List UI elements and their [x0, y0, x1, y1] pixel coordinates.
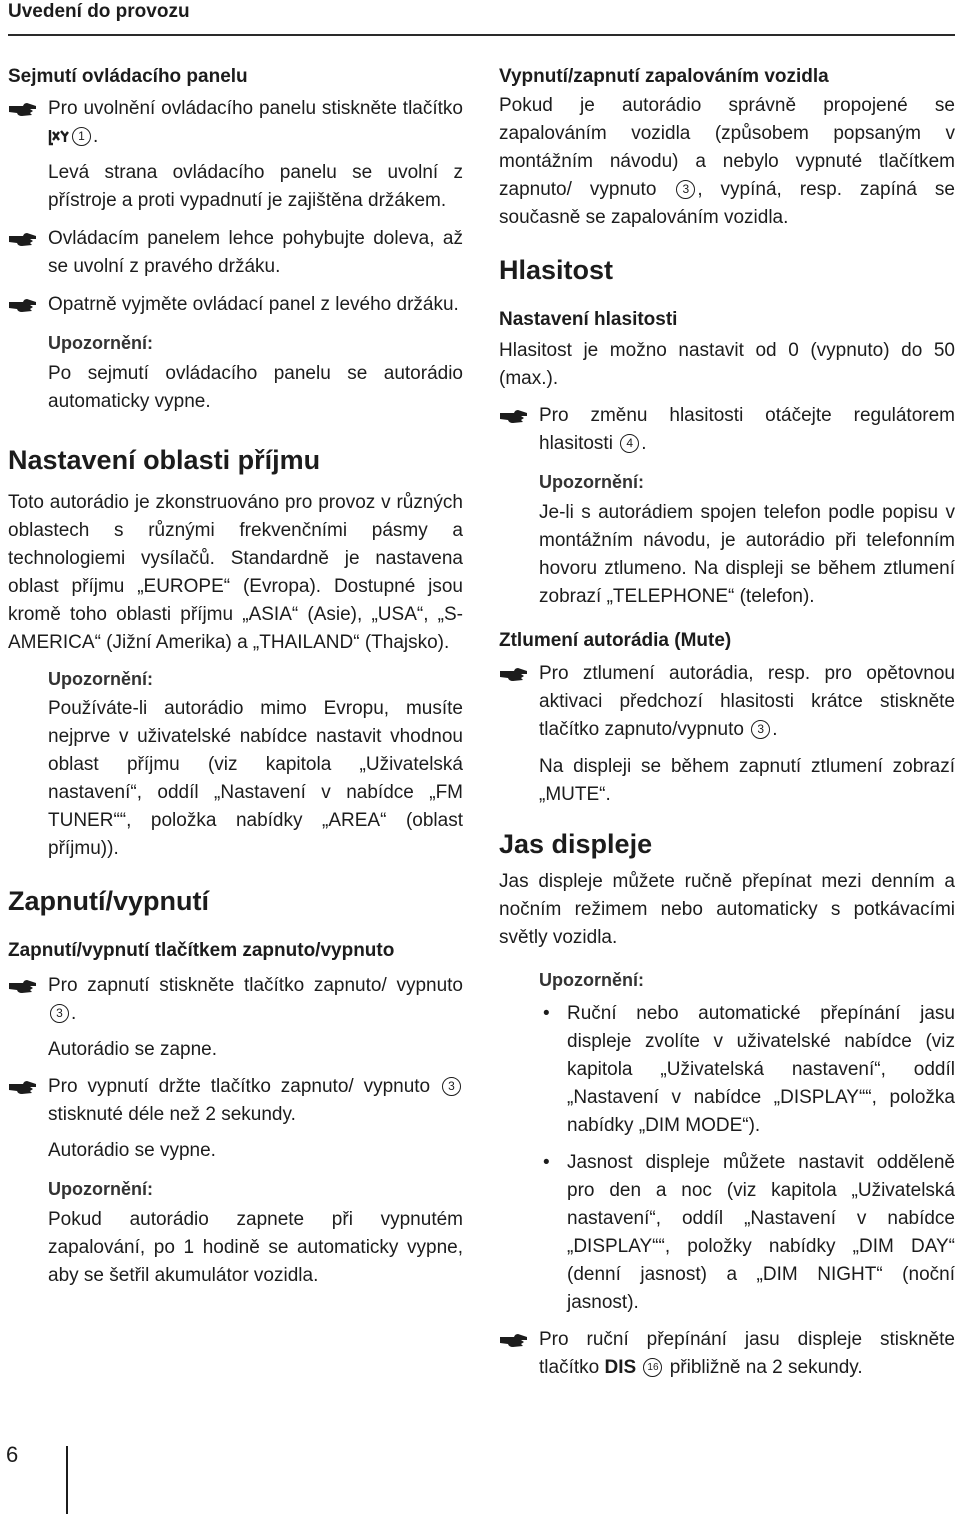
- pointing-hand-icon: [8, 1075, 38, 1097]
- pointing-hand-icon: [499, 662, 529, 684]
- right-column: [499, 63, 955, 1382]
- paragraph-volume: Hlasitost je možno nastavit od 0 (vypnuto) do 50 (max.).: [499, 340, 955, 389]
- button-number-16: 16: [643, 1358, 662, 1377]
- note-text: Po sejmutí ovládacího panelu se autorádio automaticky vypne.: [48, 363, 463, 412]
- button-number-1: 1: [72, 127, 91, 146]
- page-number-rule: [66, 1446, 68, 1514]
- page-number: 6: [6, 1442, 19, 1467]
- result-panel-released: Levá strana ovládacího panelu se uvolní z přístroje a proti vypadnutí je zajištěna držákem.: [48, 162, 463, 211]
- result-mute: Na displeji se během zapnutí ztlumení zobrazí „MUTE“.: [539, 756, 955, 805]
- button-number-3: 3: [442, 1077, 461, 1096]
- section-title-volume: Hlasitost: [499, 255, 614, 285]
- step-remove-panel: [8, 291, 463, 319]
- step-text: Opatrně vyjměte ovládací panel z levého držáku.: [48, 294, 459, 315]
- note-bullet: [499, 1000, 955, 1140]
- bullet-dot: •: [543, 1152, 550, 1173]
- release-button-icon: [48, 128, 70, 146]
- note-title: Upozornění:: [539, 970, 644, 990]
- subsection-title-volume-setting: Nastavení hlasitosti: [499, 309, 678, 330]
- paragraph-display-brightness: Jas displeje můžete ručně přepínat mezi denním a nočním režimem nebo automaticky s potkávacími světly vozidla.: [499, 871, 955, 948]
- note-text: Je-li s autorádiem spojen telefon podle popisu v montážním návodu, je autorádio při telefonním hovoru ztlumeno. Na displeji se během ztlumení zobrazí „TELEPHONE“ (telefon).: [539, 502, 955, 607]
- step-text: Pro změnu hlasitosti otáčejte regulátorem hlasitosti: [539, 405, 955, 454]
- button-number-3: 3: [50, 1004, 69, 1023]
- pointing-hand-icon: [8, 293, 38, 315]
- bullet-text: Ruční nebo automatické přepínání jasu displeje zvolíte v uživatelské nabídce (viz kapitola „Uživatelská nastavení“, oddíl „Nastavení v nabídce „DISPLAY““, položka nabídky „DIM MODE“).: [567, 1003, 955, 1136]
- section-title-ignition: Vypnutí/zapnutí zapalováním vozidla: [499, 66, 829, 87]
- bullet-text: Jasnost displeje můžete nastavit odděleně pro den a noc (viz kapitola „Uživatelská nastavení“, oddíl „Nastavení v nabídce „DISPLAY““, položky nabídky „DIM DAY“ (denní jasnost) a „DIM NIGHT“ (noční jasnost).: [567, 1152, 955, 1313]
- paragraph-text: Pokud je autorádio správně propojené se zapalováním vozidla (způsobem popsaným v montážním návodu) a nebylo vypnuté tlačítkem zapnuto/ vypnuto: [499, 95, 955, 200]
- result-power-on: Autorádio se zapne.: [48, 1039, 218, 1060]
- pointing-hand-icon: [499, 404, 529, 426]
- step-change-volume: [499, 402, 955, 458]
- page-header-title: Uvedení do provozu: [8, 1, 190, 22]
- step-power-on: [8, 972, 463, 1028]
- step-power-off: [8, 1073, 463, 1129]
- pointing-hand-icon: [8, 974, 38, 996]
- step-text-end: .: [641, 433, 647, 454]
- note-bullet: [499, 1149, 955, 1317]
- step-text-end: .: [93, 126, 99, 147]
- pointing-hand-icon: [8, 227, 38, 249]
- header-rule: [8, 34, 955, 36]
- step-text-end: .: [71, 1003, 77, 1024]
- note-title: Upozornění:: [539, 472, 644, 492]
- step-text: Pro zapnutí stiskněte tlačítko zapnuto/ vypnuto: [48, 975, 463, 996]
- step-text-end: přibližně na 2 sekundy.: [664, 1357, 863, 1378]
- step-mute: [499, 660, 955, 744]
- step-release-panel: [8, 95, 463, 151]
- step-text: Pro vypnutí držte tlačítko zapnuto/ vypnuto: [48, 1076, 440, 1097]
- result-power-off: Autorádio se vypne.: [48, 1140, 216, 1161]
- step-text-end: stisknuté déle než 2 sekundy.: [48, 1104, 296, 1125]
- paragraph-ignition: [499, 92, 955, 232]
- pointing-hand-icon: [499, 1328, 529, 1350]
- note-text: Používáte-li autorádio mimo Evropu, musíte nejprve v uživatelské nabídce nastavit vhodnou oblast příjmu (viz kapitola „Uživatelská nastavení“, oddíl „Nastavení v nabídce „FM TUNER““, položka nabídky „AREA“ (oblast příjmu)).: [48, 698, 463, 859]
- note-text: Pokud autorádio zapnete při vypnutém zapalování, po 1 hodině se automaticky vypne, aby se šetřil akumulátor vozidla.: [48, 1209, 463, 1286]
- note-title: Upozornění:: [48, 669, 153, 689]
- dis-button-label: DIS: [604, 1357, 637, 1378]
- step-text: Pro uvolnění ovládacího panelu stiskněte tlačítko: [48, 98, 463, 119]
- paragraph-reception-area: Toto autorádio je zkonstruováno pro provoz v různých oblastech s různými frekvenčními pásmy a technologiemi vysílačů. Standardně je nastavena oblast příjmu „EUROPE“ (Evropa). Dostupné jsou kromě toho oblasti příjmu „ASIA“ (Asie), „USA“, „S-AMERICA“ (Jižní Amerika) a „THAILAND“ (Thajsko).: [8, 492, 463, 653]
- left-column: [8, 63, 463, 1290]
- button-number-3: 3: [751, 720, 770, 739]
- section-title-power: Zapnutí/vypnutí: [8, 886, 209, 916]
- step-text-end: .: [772, 719, 778, 740]
- note-title: Upozornění:: [48, 333, 153, 353]
- subsection-title-power-button: Zapnutí/vypnutí tlačítkem zapnuto/vypnuto: [8, 940, 395, 961]
- pointing-hand-icon: [8, 97, 38, 119]
- section-title-display-brightness: Jas displeje: [499, 829, 653, 859]
- button-number-3: 3: [676, 180, 695, 199]
- bullet-dot: •: [543, 1003, 550, 1024]
- knob-number-4: 4: [620, 434, 639, 453]
- step-move-panel: [8, 225, 463, 281]
- note-title: Upozornění:: [48, 1179, 153, 1199]
- paragraph-text-end: , vypíná, resp. zapíná se současně se zapalováním vozidla.: [499, 179, 955, 228]
- section-title-panel-removal: Sejmutí ovládacího panelu: [8, 66, 248, 87]
- section-title-reception-area: Nastavení oblasti příjmu: [8, 445, 321, 475]
- step-text: Ovládacím panelem lehce pohybujte doleva, až se uvolní z pravého držáku.: [48, 228, 463, 277]
- step-toggle-brightness: [499, 1326, 955, 1382]
- subsection-title-mute: Ztlumení autorádia (Mute): [499, 630, 732, 651]
- step-text: Pro ruční přepínání jasu displeje stiskněte tlačítko: [539, 1329, 955, 1378]
- step-text: Pro ztlumení autorádia, resp. pro opětovnou aktivaci předchozí hlasitosti krátce stiskněte tlačítko zapnuto/vypnuto: [539, 663, 955, 740]
